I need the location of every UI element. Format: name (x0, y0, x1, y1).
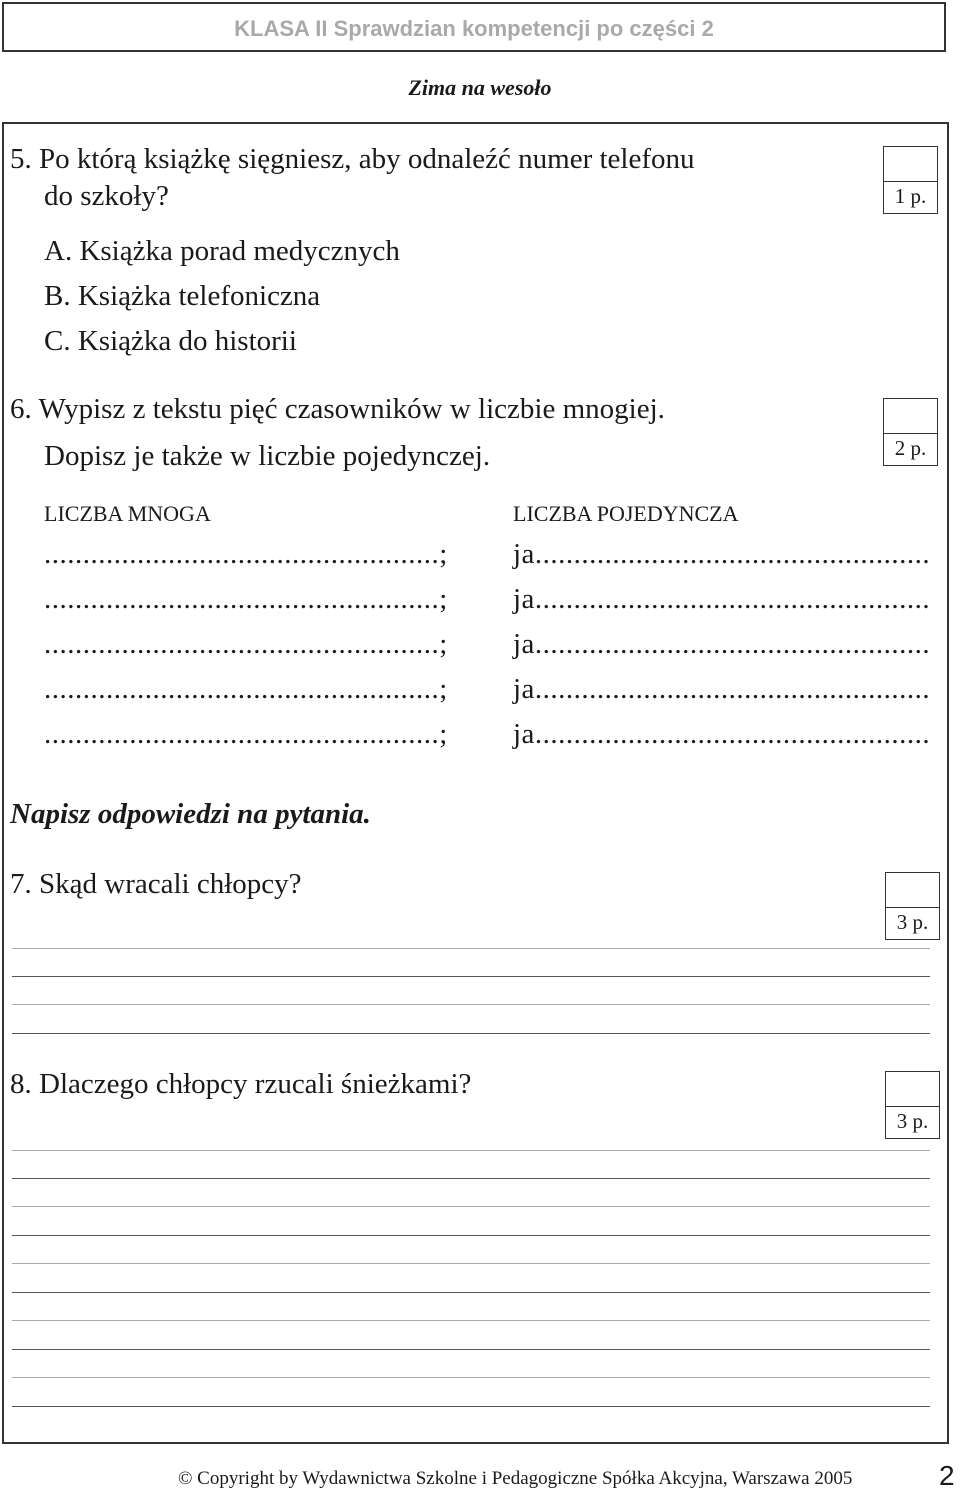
q6-text-line1: 6. Wypisz z tekstu pięć czasowników w liczbie mnogiej. (10, 393, 665, 425)
q7-points: 3 p. (896, 910, 929, 934)
main-content-box (2, 122, 949, 1444)
q8-answer-line[interactable] (12, 1406, 930, 1407)
singular-answer-2[interactable]: ja................................................... (513, 583, 931, 615)
q8-answer-line[interactable] (12, 1178, 930, 1179)
plural-answer-1[interactable]: ...................................................; (44, 538, 448, 570)
q8-answer-line[interactable] (12, 1292, 930, 1293)
q7-answer-line[interactable] (12, 976, 930, 977)
q8-text: 8. Dlaczego chłopcy rzucali śnieżkami? (10, 1068, 472, 1100)
q7-score-box[interactable] (885, 872, 940, 940)
q5-points: 1 p. (894, 184, 927, 208)
score-divider (884, 433, 937, 434)
q8-answer-line[interactable] (12, 1206, 930, 1207)
score-divider (886, 907, 939, 908)
q6-points: 2 p. (894, 436, 927, 460)
q8-answer-line[interactable] (12, 1150, 930, 1151)
plural-answer-5[interactable]: ...................................................; (44, 718, 448, 750)
story-title: Zima na wesoło (408, 75, 552, 100)
singular-answer-4[interactable]: ja................................................... (513, 673, 931, 705)
q8-answer-line[interactable] (12, 1235, 930, 1236)
singular-answer-1[interactable]: ja................................................... (513, 538, 931, 570)
plural-answer-4[interactable]: ...................................................; (44, 673, 448, 705)
q6-score-box[interactable] (883, 398, 938, 466)
q7-answer-line[interactable] (12, 948, 930, 949)
singular-answer-5[interactable]: ja................................................... (513, 718, 931, 750)
header-title: KLASA II Sprawdzian kompetencji po części 2 (234, 16, 714, 41)
q8-answer-line[interactable] (12, 1377, 930, 1378)
score-divider (884, 181, 937, 182)
page-number: 2 (939, 1460, 955, 1491)
q5-text-line2: do szkoły? (44, 180, 169, 212)
instruction-heading: Napisz odpowiedzi na pytania. (10, 798, 371, 830)
col-header-singular: LICZBA POJEDYNCZA (513, 501, 739, 526)
q7-answer-line[interactable] (12, 1004, 930, 1005)
q5-text-line1: 5. Po którą książkę sięgniesz, aby odnaleźć numer telefonu (10, 143, 695, 175)
header-box (2, 2, 946, 52)
copyright-text: © Copyright by Wydawnictwa Szkolne i Pedagogiczne Spółka Akcyjna, Warszawa 2005 (178, 1468, 853, 1489)
q5-score-box[interactable] (883, 146, 938, 214)
q5-option-c[interactable]: C. Książka do historii (44, 325, 297, 357)
col-header-plural: LICZBA MNOGA (44, 501, 211, 526)
q8-answer-line[interactable] (12, 1263, 930, 1264)
q6-text-line2: Dopisz je także w liczbie pojedynczej. (44, 440, 491, 472)
q5-option-b[interactable]: B. Książka telefoniczna (44, 280, 321, 312)
score-divider (886, 1106, 939, 1107)
singular-answer-3[interactable]: ja................................................... (513, 628, 931, 660)
plural-answer-3[interactable]: ...................................................; (44, 628, 448, 660)
q8-answer-line[interactable] (12, 1349, 930, 1350)
q7-answer-line[interactable] (12, 1033, 930, 1034)
q8-points: 3 p. (896, 1109, 929, 1133)
q8-score-box[interactable] (885, 1071, 940, 1139)
q5-option-a[interactable]: A. Książka porad medycznych (44, 235, 400, 267)
q7-text: 7. Skąd wracali chłopcy? (10, 868, 302, 900)
q8-answer-line[interactable] (12, 1320, 930, 1321)
plural-answer-2[interactable]: ...................................................; (44, 583, 448, 615)
